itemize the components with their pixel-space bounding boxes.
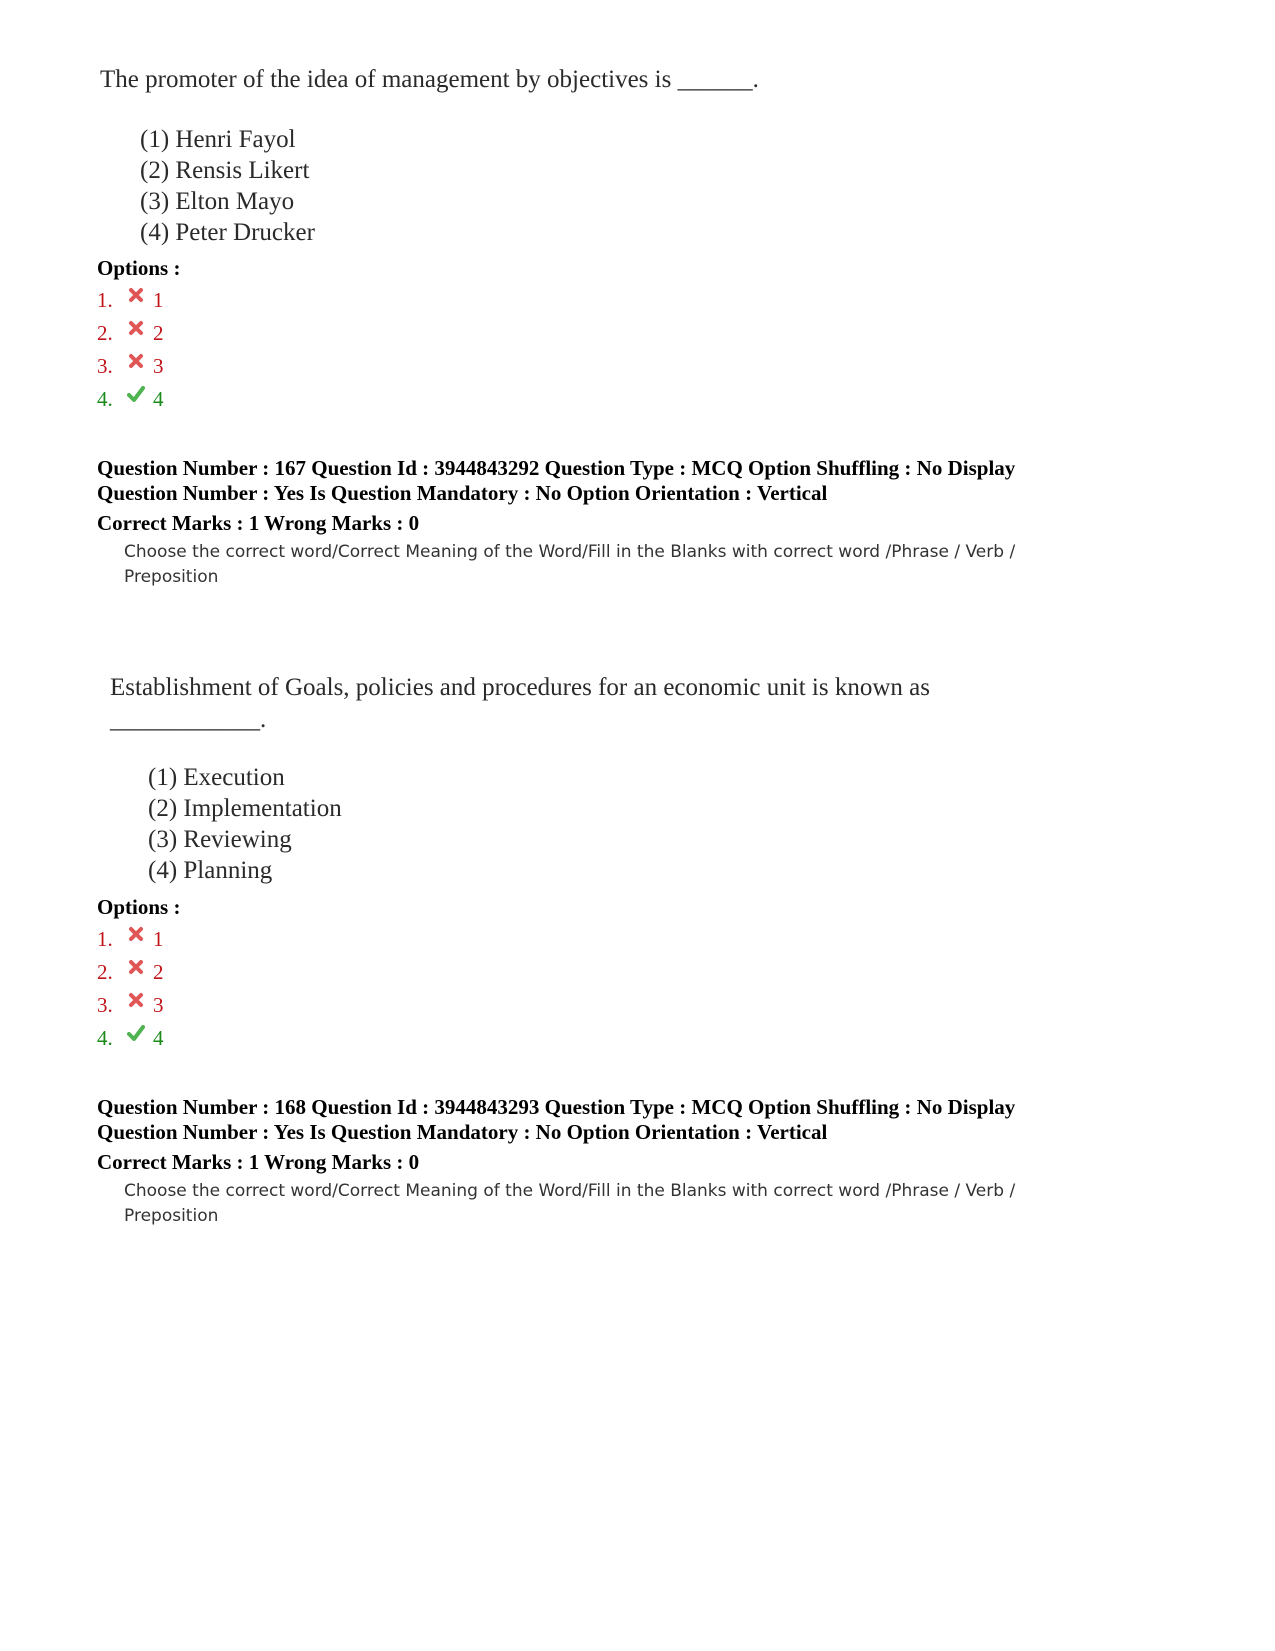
option-value: 1 [153, 288, 164, 312]
option-number: 4. [97, 387, 113, 411]
option-number: 2. [97, 960, 113, 984]
choice-item: (4) Peter Drucker [140, 219, 315, 246]
option-number: 2. [97, 321, 113, 345]
question-meta-line: Question Number : Yes Is Question Mandatory : No Option Orientation : Vertical [97, 1120, 828, 1144]
option-value: 4 [153, 1026, 164, 1050]
option-number: 3. [97, 354, 113, 378]
choice-item: (1) Henri Fayol [140, 126, 296, 153]
options-heading: Options : [97, 895, 181, 919]
question-choices [148, 762, 342, 886]
question-choices [140, 124, 315, 248]
option-item [97, 956, 164, 989]
choice-item: (4) Planning [148, 857, 273, 884]
question-marks: Correct Marks : 1 Wrong Marks : 0 [97, 511, 420, 535]
choice-item: (3) Elton Mayo [140, 188, 295, 215]
option-number: 4. [97, 1026, 113, 1050]
choice-item: (2) Implementation [148, 795, 342, 822]
cross-icon [127, 925, 145, 943]
question-instruction: Preposition [124, 567, 219, 587]
check-icon [127, 1024, 145, 1042]
option-value: 3 [153, 993, 164, 1017]
option-value: 1 [153, 927, 164, 951]
choice-item: (2) Rensis Likert [140, 157, 310, 184]
option-value: 2 [153, 321, 164, 345]
check-icon [127, 385, 145, 403]
question-stem: Establishment of Goals, policies and procedures for an economic unit is known as [110, 674, 930, 701]
cross-icon [127, 286, 145, 304]
question-stem: The promoter of the idea of management by objectives is ______. [100, 66, 759, 93]
option-number: 1. [97, 288, 113, 312]
option-item [97, 284, 164, 317]
question-instruction: Choose the correct word/Correct Meaning of the Word/Fill in the Blanks with correct word /Phrase / Verb / [124, 542, 1016, 562]
question-stem-blank: ____________. [110, 706, 267, 733]
question-instruction: Preposition [124, 1206, 219, 1226]
choice-item: (3) Reviewing [148, 826, 292, 853]
option-value: 4 [153, 387, 164, 411]
option-item [97, 923, 164, 956]
option-item [97, 1022, 164, 1055]
option-value: 2 [153, 960, 164, 984]
option-number: 1. [97, 927, 113, 951]
option-item [97, 989, 164, 1022]
question-marks: Correct Marks : 1 Wrong Marks : 0 [97, 1150, 420, 1174]
cross-icon [127, 319, 145, 337]
options-list [97, 923, 164, 1055]
option-number: 3. [97, 993, 113, 1017]
option-item [97, 383, 164, 416]
options-heading: Options : [97, 256, 181, 280]
question-meta-line: Question Number : 167 Question Id : 3944843292 Question Type : MCQ Option Shuffling : No Display [97, 456, 1016, 480]
question-meta-line: Question Number : 168 Question Id : 3944843293 Question Type : MCQ Option Shuffling : No Display [97, 1095, 1016, 1119]
cross-icon [127, 991, 145, 1009]
question-instruction: Choose the correct word/Correct Meaning of the Word/Fill in the Blanks with correct word /Phrase / Verb / [124, 1181, 1016, 1201]
option-item [97, 350, 164, 383]
options-list [97, 284, 164, 416]
question-meta-line: Question Number : Yes Is Question Mandatory : No Option Orientation : Vertical [97, 481, 828, 505]
choice-item: (1) Execution [148, 764, 285, 791]
cross-icon [127, 352, 145, 370]
cross-icon [127, 958, 145, 976]
option-value: 3 [153, 354, 164, 378]
option-item [97, 317, 164, 350]
